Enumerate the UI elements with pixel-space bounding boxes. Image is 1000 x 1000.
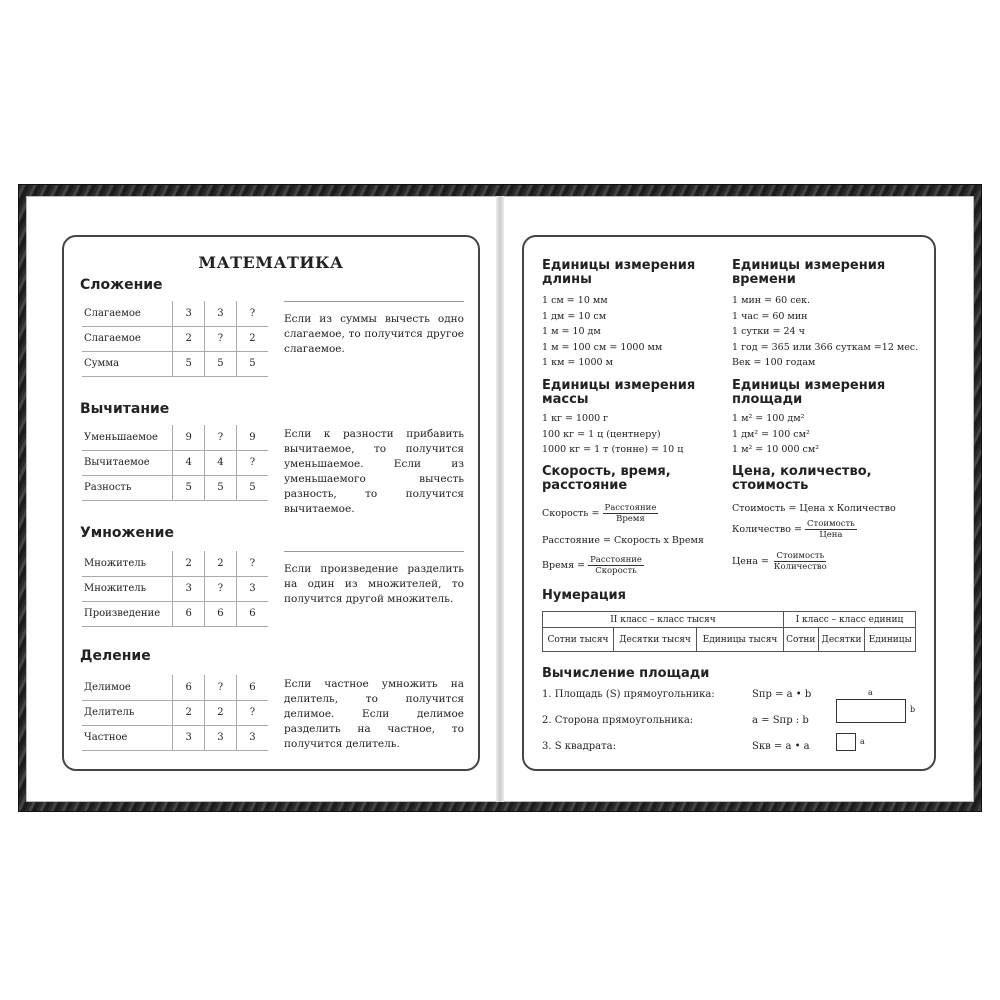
section-heading-multiplication: Умножение bbox=[80, 525, 174, 541]
table-row: Сотни тысяч Десятки тысяч Единицы тысяч Сотни Десятки Единицы bbox=[543, 628, 916, 652]
table-row: Произведение 6 6 6 bbox=[82, 601, 268, 626]
page-title: МАТЕМАТИКА bbox=[198, 253, 344, 272]
table-row: Сумма 5 5 5 bbox=[82, 351, 268, 376]
math-panel bbox=[62, 235, 480, 771]
section-heading-division: Деление bbox=[80, 648, 151, 664]
addition-rule: Если из суммы вычесть одно слагаемое, то получится другое слагаемое. bbox=[284, 301, 464, 357]
section-heading-subtraction: Вычитание bbox=[80, 401, 170, 417]
multiplication-table bbox=[82, 551, 268, 627]
table-row: Уменьшаемое 9 ? 9 bbox=[82, 425, 268, 450]
area-calc-row-1: 1. Площадь (S) прямоугольника: bbox=[542, 689, 715, 700]
area-calc-formula-3: Sкв = a • a bbox=[752, 741, 810, 752]
table-row: Частное 3 3 3 bbox=[82, 725, 268, 750]
subtraction-rule: Если к разности прибавить вычитаемое, то получится уменьшаемое. Если из уменьшаемого вычесть разность, то получится вычитаемое. bbox=[284, 428, 464, 515]
time-formula: Время = $\frac{\text{Расстояние}}{\text{Скорость}}$ bbox=[542, 555, 642, 576]
division-rule: Если частное умножить на делитель, то получится делимое. Если делимое разделить на частное, то получится делитель. bbox=[284, 678, 464, 750]
area-units-heading: Единицы измерения площади bbox=[732, 378, 886, 407]
table-row: Множитель 3 ? 3 bbox=[82, 576, 268, 601]
table-row: Слагаемое 2 ? 2 bbox=[82, 326, 268, 351]
area-calc-formula-1: Sпр = a • b bbox=[752, 689, 812, 700]
square-label-a: a bbox=[860, 737, 865, 746]
cost-formula: Стоимость = Цена х Количество bbox=[732, 503, 896, 514]
table-row: Делимое 6 ? 6 bbox=[82, 675, 268, 700]
rectangle-label-b: b bbox=[910, 705, 916, 714]
table-row: Вычитаемое 4 4 ? bbox=[82, 450, 268, 475]
time-heading: Единицы измерения времени bbox=[732, 258, 886, 287]
area-calc-formula-2: a = Sпр : b bbox=[752, 715, 809, 726]
price-heading: Цена, количество, стоимость bbox=[732, 464, 872, 493]
area-calc-heading: Вычисление площади bbox=[542, 666, 710, 681]
section-heading-addition: Сложение bbox=[80, 277, 163, 293]
time-list: 1 мин = 60 сек. 1 час = 60 мин 1 сутки = 24 ч 1 год = 365 или 366 суткам =12 мес. Век = 100 годам bbox=[732, 295, 919, 368]
length-heading: Единицы измерения длины bbox=[542, 258, 696, 287]
mass-heading: Единицы измерения массы bbox=[542, 378, 696, 407]
division-table bbox=[82, 675, 268, 751]
numeration-table bbox=[542, 611, 916, 652]
length-list: 1 см = 10 мм 1 дм = 10 см 1 м = 10 дм 1 м = 100 см = 1000 мм 1 км = 1000 м bbox=[542, 295, 663, 368]
numeration-heading: Нумерация bbox=[542, 588, 626, 603]
rectangle-label-a: a bbox=[868, 688, 873, 697]
subtraction-table bbox=[82, 425, 268, 501]
table-row: Слагаемое 3 3 ? bbox=[82, 301, 268, 326]
table-row: Множитель 2 2 ? bbox=[82, 551, 268, 576]
area-calc-row-3: 3. S квадрата: bbox=[542, 741, 616, 752]
spine bbox=[496, 196, 504, 802]
table-row: II класс – класс тысяч I класс – класс единиц bbox=[543, 612, 916, 628]
area-calc-row-2: 2. Сторона прямоугольника: bbox=[542, 715, 694, 726]
quantity-formula: Количество = $\frac{\text{Стоимость}}{\text{Цена}}$ bbox=[732, 519, 855, 540]
speed-formula: Скорость = $\frac{\text{Расстояние}}{\text{Время}}$ bbox=[542, 503, 657, 524]
distance-formula: Расстояние = Скорость х Время bbox=[542, 535, 704, 546]
area-units-list: 1 м² = 100 дм² 1 дм² = 100 см² 1 м² = 10 000 см² bbox=[732, 413, 820, 455]
table-row: Делитель 2 2 ? bbox=[82, 700, 268, 725]
addition-table bbox=[82, 301, 268, 377]
multiplication-rule: Если произведение разделить на один из множителей, то получится другой множитель. bbox=[284, 551, 464, 607]
table-row: Разность 5 5 5 bbox=[82, 475, 268, 500]
square-diagram bbox=[836, 733, 856, 751]
reference-panel bbox=[522, 235, 936, 771]
mass-list: 1 кг = 1000 г 100 кг = 1 ц (центнеру) 1000 кг = 1 т (тонне) = 10 ц bbox=[542, 413, 684, 455]
rectangle-diagram bbox=[836, 699, 906, 723]
speed-heading: Скорость, время, расстояние bbox=[542, 464, 671, 493]
price-formula: Цена = $\frac{\text{Стоимость}}{\text{Количество}}$ bbox=[732, 551, 827, 572]
